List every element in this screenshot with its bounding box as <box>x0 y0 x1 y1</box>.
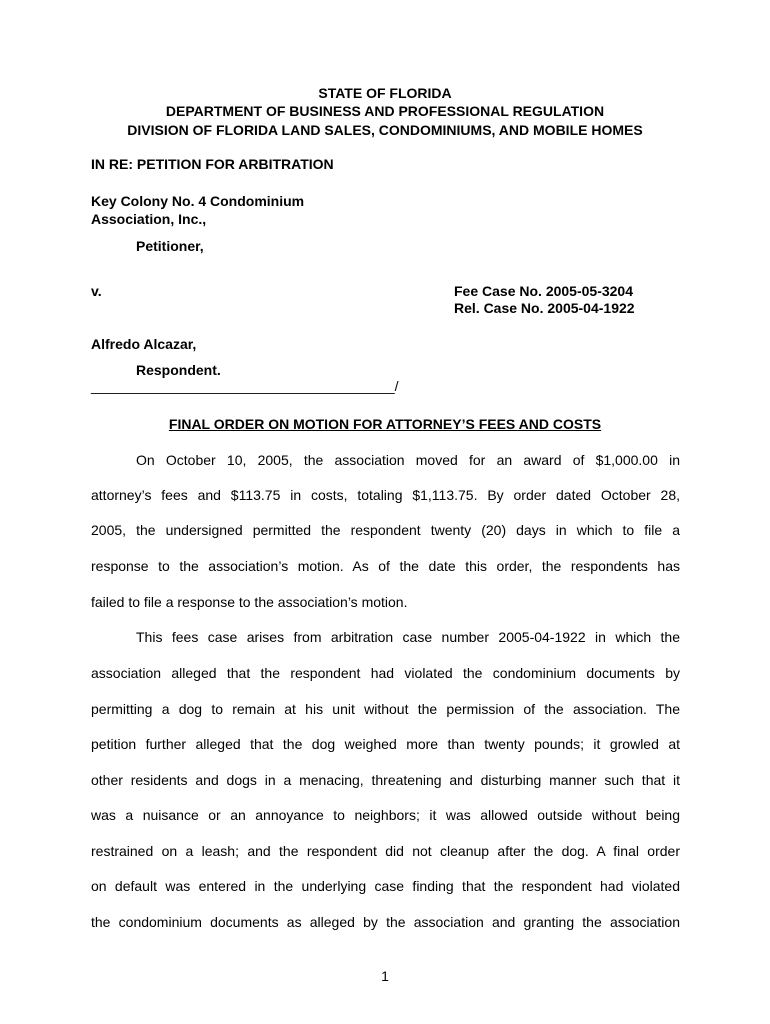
paragraph1-line: failed to file a response to the association’s motion. <box>91 594 408 610</box>
paragraph1-line: On October 10, 2005, the association moved for an award of $1,000.00 in <box>136 452 680 468</box>
paragraph2-line: This fees case arises from arbitration case number 2005-04-1922 in which the <box>136 629 680 645</box>
respondent-name: Alfredo Alcazar, <box>91 336 197 352</box>
paragraph2-line: petition further alleged that the dog weighed more than twenty pounds; it growled at <box>91 736 680 752</box>
paragraph2-line: restrained on a leash; and the respondent did not cleanup after the dog. A final order <box>91 843 680 859</box>
header-state: STATE OF FLORIDA <box>318 85 452 101</box>
paragraph2-line: was a nuisance or an annoyance to neighbors; it was allowed outside without being <box>91 807 680 823</box>
in-re-line: IN RE: PETITION FOR ARBITRATION <box>91 156 334 172</box>
paragraph1-line: 2005, the undersigned permitted the respondent twenty (20) days in which to file a <box>91 522 680 538</box>
petitioner-name-line2: Association, Inc., <box>91 211 207 227</box>
header-division: DIVISION OF FLORIDA LAND SALES, CONDOMINIUMS, AND MOBILE HOMES <box>127 122 643 138</box>
paragraph2-line: permitting a dog to remain at his unit without the permission of the association. The <box>91 701 680 717</box>
paragraph1-line: attorney’s fees and $113.75 in costs, totaling $1,113.75. By order dated October 28, <box>91 487 680 503</box>
petitioner-role: Petitioner, <box>136 238 204 254</box>
paragraph1-line: response to the association’s motion. As of the date this order, the respondents has <box>91 558 680 574</box>
order-title: FINAL ORDER ON MOTION FOR ATTORNEY’S FEES AND COSTS <box>168 416 602 432</box>
caption-signature-rule: _______________________________________/ <box>91 378 399 394</box>
paragraph2-line: association alleged that the respondent had violated the condominium documents by <box>91 665 680 681</box>
paragraph2-line: the condominium documents as alleged by the association and granting the association <box>91 914 680 930</box>
respondent-role: Respondent. <box>136 362 221 378</box>
petitioner-name-line1: Key Colony No. 4 Condominium <box>91 193 305 209</box>
related-case-number: Rel. Case No. 2005-04-1922 <box>454 300 635 316</box>
fee-case-number: Fee Case No. 2005-05-3204 <box>454 283 633 299</box>
versus: v. <box>91 283 102 299</box>
paragraph2-line: other residents and dogs in a menacing, threatening and disturbing manner such that it <box>91 772 680 788</box>
header-department: DEPARTMENT OF BUSINESS AND PROFESSIONAL REGULATION <box>165 103 605 119</box>
page-number: 1 <box>381 968 389 984</box>
paragraph2-line: on default was entered in the underlying case finding that the respondent had violated <box>91 878 680 894</box>
